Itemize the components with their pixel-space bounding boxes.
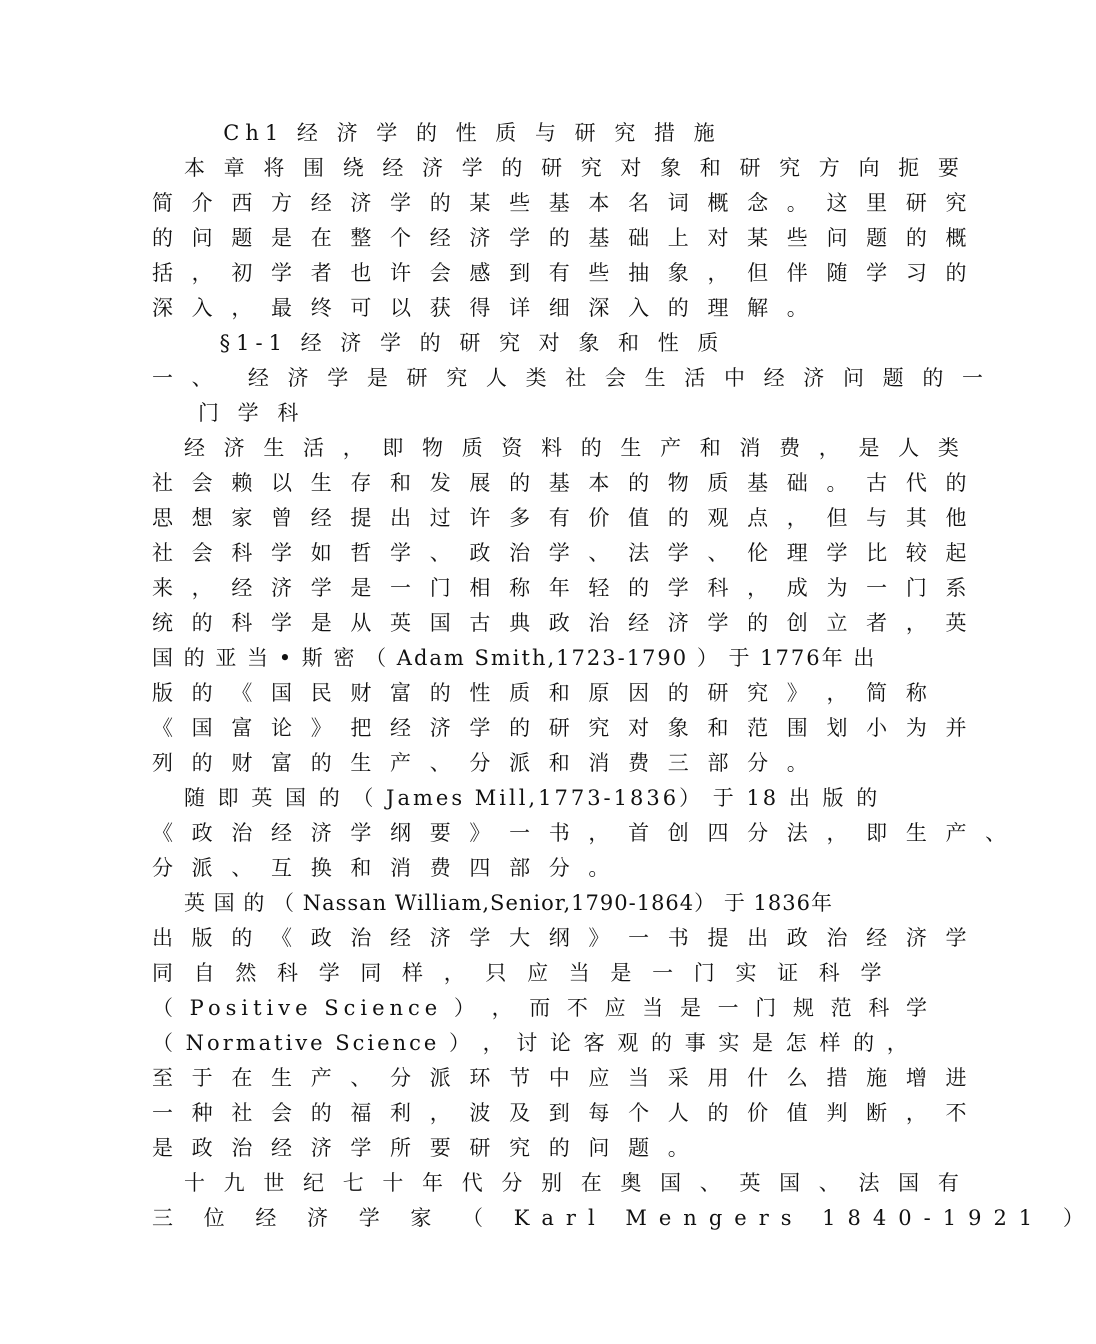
paragraph-line: 一 种 社 会 的 福 利 ， 波 及 到 每 个 人 的 价 值 判 断 ， 不	[152, 1101, 973, 1125]
paragraph-line: 至 于 在 生 产 、 分 派 环 节 中 应 当 采 用 什 么 措 施 增 进	[152, 1066, 973, 1090]
intro-line: 深 入 ， 最 终 可 以 获 得 详 细 深 入 的 理 解 。	[152, 296, 814, 320]
paragraph-line: 英 国 的 （ Nassan William,Senior,1790-1864） 于 1836年	[184, 891, 833, 915]
paragraph-line: 三 位 经 济 学 家 （ Karl Mengers 1840-1921 ）	[152, 1206, 1096, 1230]
paragraph-line: 同 自 然 科 学 同 样 ， 只 应 当 是 一 门 实 证 科 学	[152, 961, 889, 985]
paragraph-line: 社 会 赖 以 生 存 和 发 展 的 基 本 的 物 质 基 础 。 古 代 的	[152, 471, 973, 495]
paragraph-line: 《 国 富 论 》 把 经 济 学 的 研 究 对 象 和 范 围 划 小 为 并	[152, 716, 973, 740]
paragraph-line: （ Normative Science ） ， 讨 论 客 观 的 事 实 是 怎 样 的 ，	[152, 1031, 911, 1055]
paragraph-line: 列 的 财 富 的 生 产 、 分 派 和 消 费 三 部 分 。	[152, 751, 814, 775]
intro-line: 简 介 西 方 经 济 学 的 某 些 基 本 名 词 概 念 。 这 里 研 究	[152, 191, 973, 215]
chapter-title: Ch1 经 济 学 的 性 质 与 研 究 措 施	[223, 121, 721, 145]
intro-line: 的 问 题 是 在 整 个 经 济 学 的 基 础 上 对 某 些 问 题 的 概	[152, 226, 973, 250]
subheading-line: 一 、 经 济 学 是 研 究 人 类 社 会 生 活 中 经 济 问 题 的 一	[152, 366, 990, 390]
paragraph-line: 《 政 治 经 济 学 纲 要 》 一 书 ， 首 创 四 分 法 ， 即 生 产 、	[152, 821, 1013, 845]
paragraph-line: 分 派 、 互 换 和 消 费 四 部 分 。	[152, 856, 616, 880]
paragraph-line: 版 的 《 国 民 财 富 的 性 质 和 原 因 的 研 究 》 ， 简 称	[152, 681, 933, 705]
paragraph-line: 随 即 英 国 的 （ James Mill,1773-1836） 于 18 出 版 的	[184, 786, 881, 810]
paragraph-line: 统 的 科 学 是 从 英 国 古 典 政 治 经 济 学 的 创 立 者 ， 英	[152, 611, 973, 635]
paragraph-line: 出 版 的 《 政 治 经 济 学 大 纲 》 一 书 提 出 政 治 经 济 学	[152, 926, 973, 950]
paragraph-line: 是 政 治 经 济 学 所 要 研 究 的 问 题 。	[152, 1136, 695, 1160]
paragraph-line: 国 的 亚 当 • 斯 密 （ Adam Smith,1723-1790 ） 于 1776年 出	[152, 646, 877, 670]
paragraph-line: 十 九 世 纪 七 十 年 代 分 别 在 奥 国 、 英 国 、 法 国 有	[184, 1171, 965, 1195]
subheading-line: 门 学 科	[198, 401, 305, 425]
intro-line: 本 章 将 围 绕 经 济 学 的 研 究 对 象 和 研 究 方 向 扼 要	[184, 156, 965, 180]
paragraph-line: 思 想 家 曾 经 提 出 过 许 多 有 价 值 的 观 点 ， 但 与 其 他	[152, 506, 973, 530]
section-title: §1-1 经 济 学 的 研 究 对 象 和 性 质	[219, 331, 725, 355]
paragraph-line: （ Positive Science ） ， 而 不 应 当 是 一 门 规 范 科 学	[152, 996, 932, 1020]
paragraph-line: 来 ， 经 济 学 是 一 门 相 称 年 轻 的 学 科 ， 成 为 一 门 系	[152, 576, 973, 600]
paragraph-line: 经 济 生 活 ， 即 物 质 资 料 的 生 产 和 消 费 ， 是 人 类	[184, 436, 965, 460]
intro-line: 括 ， 初 学 者 也 许 会 感 到 有 些 抽 象 ， 但 伴 随 学 习 的	[152, 261, 973, 285]
paragraph-line: 社 会 科 学 如 哲 学 、 政 治 学 、 法 学 、 伦 理 学 比 较 起	[152, 541, 973, 565]
